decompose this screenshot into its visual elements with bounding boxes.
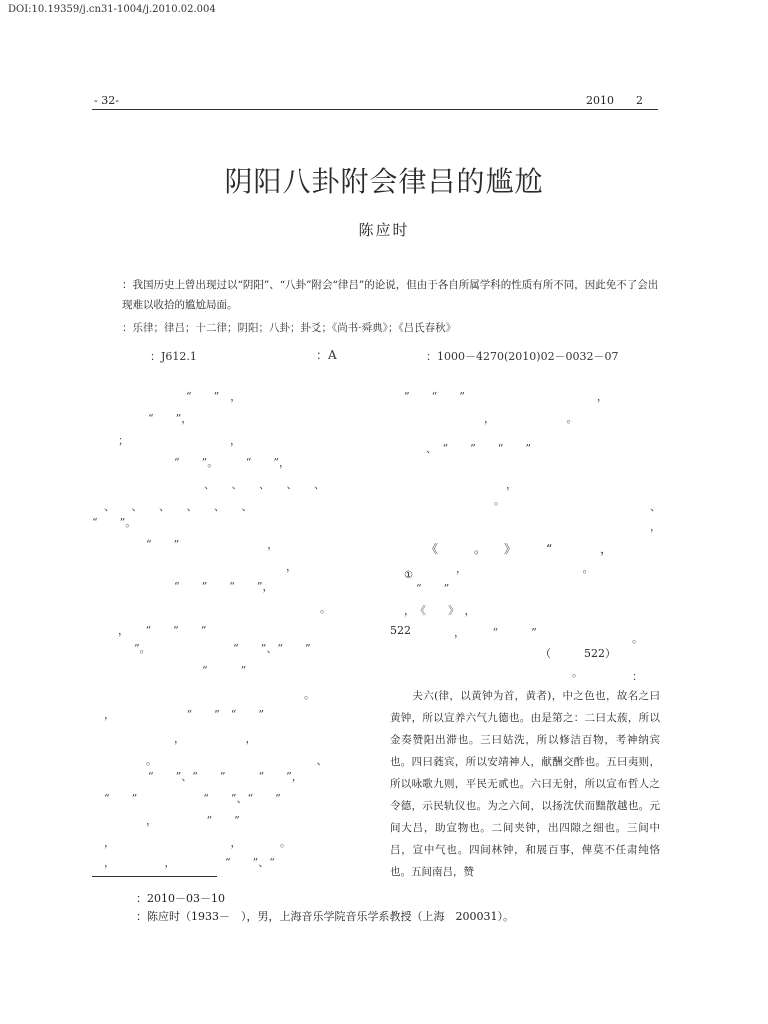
issue-year: 2010 xyxy=(586,94,614,107)
body-fragment: ， ， “ ”、“ xyxy=(104,856,275,869)
body-fragment: 、 xyxy=(650,500,661,513)
doi-line: DOI:10.19359/j.cn31-1004/j.2010.02.004 xyxy=(8,4,216,15)
header-rule xyxy=(92,109,658,110)
body-fragment: 、 、 、 、 、 、 xyxy=(104,500,253,513)
clc-number: ：J612.1 xyxy=(150,350,197,363)
body-fragment: ： xyxy=(632,670,643,683)
body-fragment: ， 。 xyxy=(456,562,594,575)
article-author: 陈应时 xyxy=(358,221,410,239)
body-fragment: ， “ ” xyxy=(454,626,537,639)
body-fragment: ， 。 xyxy=(484,412,578,425)
body-fragment: ， “ ” xyxy=(146,814,240,827)
footnote-marker: ① xyxy=(404,570,413,581)
year-reference-paren: （ 522） xyxy=(540,647,616,660)
body-fragment: “ ”， xyxy=(148,412,193,425)
body-fragment: 。 xyxy=(632,632,643,645)
body-fragment: 。 xyxy=(304,688,315,701)
body-fragment: “ ”。 “ ”， xyxy=(174,456,290,469)
quoted-passage-text: 夫六(律，以黄钟为首，黄者)，中之色也，故名之曰黄钟，所以宣养六气九德也。由是第之：二曰太蔟，所以金奏赞阳出滞也。三曰姑洗，所以修洁百物，考神纳宾也。四曰蕤宾，所以安靖神人，献酬交酢也。五曰夷则，所以咏歌九则，平民无贰也。六曰无射，所以宣布哲人之令德，示民轨仪也。为之六间，以扬沈伏而黜散越也。元间大吕，助宣物也。二间夹钟，出四隙之细也。三间中吕，宣中气也。四间林钟，和展百事，俾莫不任肃纯恪也。五间南吕，赞 xyxy=(390,690,660,878)
body-fragment: 。 xyxy=(572,666,583,679)
body-fragment: “ ” “ ”、“ ” xyxy=(104,792,281,805)
body-fragment: 、 、 、 、 、 xyxy=(204,478,325,491)
body-fragment: ， “ ” “ ” xyxy=(104,708,264,721)
body-fragment: ， xyxy=(286,560,297,573)
book-title-reference: 《 。 》 “ ， xyxy=(426,542,613,556)
keywords: ：乐律；律吕；十二律；阴阳；八卦；卦爻；《尚书·舜典》；《吕氏春秋》 xyxy=(122,322,457,334)
body-fragment: “ ” “ ”， xyxy=(174,580,274,593)
article-title: 阴阳八卦附会律吕的尴尬 xyxy=(224,165,544,198)
body-fragment: “ ” xyxy=(416,582,450,595)
body-fragment: “ ” ， xyxy=(146,538,279,551)
author-bio: ：陈应时（1933－ ），男，上海音乐学院音乐学系教授（上海 200031）。 xyxy=(136,910,514,923)
received-date: ：2010－03－10 xyxy=(136,892,225,905)
document-code: ：A xyxy=(316,348,337,362)
body-fragment: ， “ ” “ xyxy=(118,624,207,637)
body-fragment: ， 《 》 ， xyxy=(404,604,476,617)
page-number: - 32- xyxy=(94,94,119,107)
body-fragment: 。 xyxy=(494,494,505,507)
abstract: ：我国历史上曾出现过以“阴阳”、“八卦”附会“律吕”的论说，但由于各自所属学科的性质有所不同，因此免不了会出现难以收拾的尴尬局面。 xyxy=(122,279,659,311)
body-fragment: ， ， 。 xyxy=(104,836,291,849)
body-fragment: “ ” ， xyxy=(186,390,242,403)
body-fragment: 。 xyxy=(320,602,331,615)
footnote-rule xyxy=(92,876,217,877)
body-fragment: 。 、 xyxy=(146,754,328,767)
body-fragment: ， xyxy=(230,434,241,447)
article-id: ：1000－4270(2010)02－0032－07 xyxy=(426,350,619,363)
body-fragment: ， ， xyxy=(174,732,257,745)
body-fragment: ”。 “ ”、“ ” xyxy=(134,642,311,655)
body-fragment: ， xyxy=(506,478,517,491)
body-fragment: ” “ ” ， xyxy=(404,390,608,403)
body-fragment: 、 “ ” “ ” xyxy=(426,442,531,455)
body-fragment: “ ”、“ ” “ ”， xyxy=(148,770,303,783)
quoted-passage xyxy=(390,685,660,883)
body-fragment: ； xyxy=(118,434,129,447)
issue-number: 2 xyxy=(636,94,643,107)
body-fragment: “ ” xyxy=(202,664,247,677)
year-reference: 522 xyxy=(390,624,411,637)
body-fragment: “ ”。 xyxy=(92,516,137,529)
body-fragment: ， xyxy=(650,520,661,533)
